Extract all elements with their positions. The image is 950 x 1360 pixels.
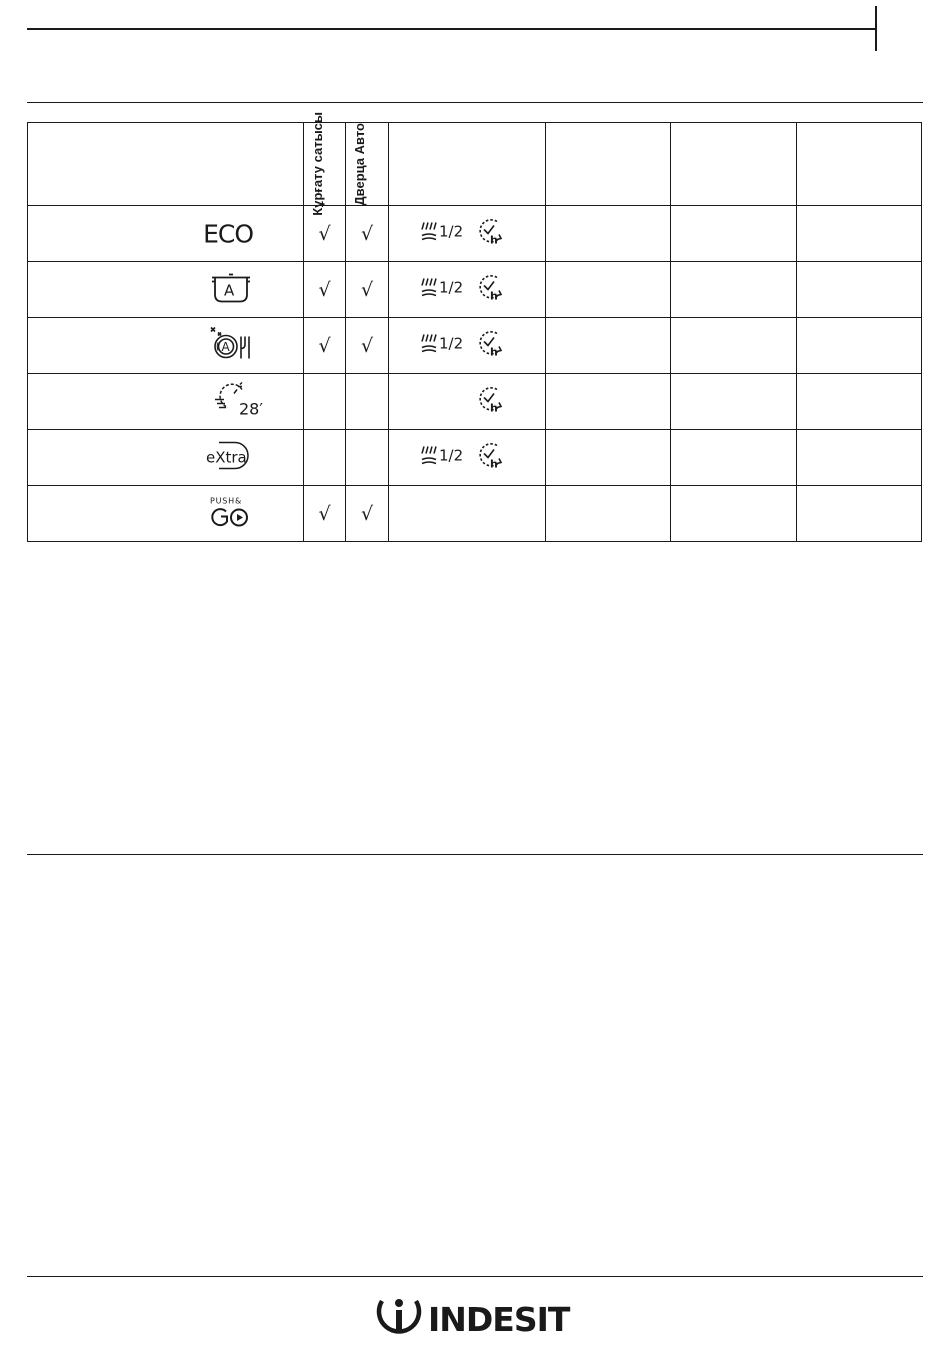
- half-load-icon: [420, 218, 465, 249]
- options-cell: [389, 486, 546, 542]
- auto-pot-icon: [209, 270, 253, 309]
- svg-text:1/2: 1/2: [439, 222, 464, 240]
- empty-cell: [671, 430, 797, 486]
- delay-timer-icon: [475, 440, 505, 475]
- options-cell: [389, 318, 546, 374]
- svg-text:h: h: [490, 345, 498, 358]
- footer-rule: [27, 1276, 923, 1277]
- svg-text:h: h: [490, 233, 498, 246]
- drying-check: √: [304, 206, 346, 262]
- delay-timer-icon: [475, 216, 505, 251]
- empty-cell: [546, 486, 671, 542]
- section-rule-top: [27, 102, 923, 103]
- svg-text:h: h: [490, 289, 498, 302]
- empty-cell: [546, 318, 671, 374]
- table-row: [28, 318, 922, 374]
- empty-cell: [797, 430, 922, 486]
- empty-cell: [797, 486, 922, 542]
- extra-icon: [205, 438, 253, 477]
- svg-text:h: h: [490, 401, 498, 414]
- svg-text:PUSH&: PUSH&: [210, 496, 243, 505]
- empty-cell: [546, 374, 671, 430]
- page-edge-marker: [875, 6, 877, 51]
- program-cell: [28, 206, 304, 262]
- options-cell: [389, 430, 546, 486]
- door-auto-check: √: [346, 262, 389, 318]
- options-cell: [389, 374, 546, 430]
- auto-sparkle-cutlery-icon: [207, 324, 253, 367]
- program-table: [27, 112, 922, 542]
- half-load-icon: [420, 274, 465, 305]
- empty-cell: [671, 206, 797, 262]
- table-header-row: [28, 123, 922, 206]
- program-cell: [28, 262, 304, 318]
- door-auto-check: [346, 374, 389, 430]
- door-auto-check: √: [346, 206, 389, 262]
- table-row: [28, 430, 922, 486]
- indesit-logo: [374, 1293, 584, 1348]
- svg-text:1/2: 1/2: [439, 446, 464, 464]
- empty-cell: [546, 206, 671, 262]
- program-cell: [28, 430, 304, 486]
- header-door-auto: Дверца Авто: [346, 123, 389, 206]
- empty-cell: [671, 262, 797, 318]
- empty-cell: [671, 486, 797, 542]
- fast-28-icon: [212, 381, 276, 422]
- svg-text:A: A: [221, 339, 230, 354]
- half-load-icon: [420, 330, 465, 361]
- empty-cell: [797, 262, 922, 318]
- header-col5: [546, 123, 671, 206]
- table-row: [28, 486, 922, 542]
- empty-cell: [546, 262, 671, 318]
- svg-text:1/2: 1/2: [439, 278, 464, 296]
- empty-cell: [671, 374, 797, 430]
- header-drying: Кұрғату сатысы: [304, 123, 346, 206]
- section-rule-middle: [27, 854, 923, 855]
- options-cell: [389, 206, 546, 262]
- drying-check: [304, 374, 346, 430]
- table-row: [28, 262, 922, 318]
- drying-check: √: [304, 318, 346, 374]
- header-col6: [671, 123, 797, 206]
- delay-timer-icon: [475, 384, 505, 419]
- door-auto-check: √: [346, 486, 389, 542]
- svg-text:A: A: [224, 281, 235, 299]
- drying-check: √: [304, 262, 346, 318]
- drying-check: √: [304, 486, 346, 542]
- header-col7: [797, 123, 922, 206]
- top-rule: [27, 28, 877, 30]
- indesit-logo-mark: [374, 1293, 584, 1343]
- door-auto-check: [346, 430, 389, 486]
- delay-timer-icon: [475, 328, 505, 363]
- header-options: [389, 123, 546, 206]
- table-row: [28, 374, 922, 430]
- svg-text:h: h: [490, 457, 498, 470]
- empty-cell: [546, 430, 671, 486]
- table-row: [28, 206, 922, 262]
- svg-text:INDESIT: INDESIT: [428, 1300, 570, 1339]
- header-program: [28, 123, 304, 206]
- half-load-icon: [420, 442, 465, 473]
- delay-timer-icon: [475, 272, 505, 307]
- empty-cell: [797, 206, 922, 262]
- options-cell: [389, 262, 546, 318]
- program-cell: [28, 486, 304, 542]
- program-cell: [28, 318, 304, 374]
- svg-text:eXtra: eXtra: [206, 448, 247, 466]
- svg-text:1/2: 1/2: [439, 334, 464, 352]
- door-auto-check: √: [346, 318, 389, 374]
- push-and-go-icon: [209, 494, 253, 533]
- eco-icon: ECO: [203, 219, 253, 248]
- empty-cell: [797, 318, 922, 374]
- program-cell: [28, 374, 304, 430]
- svg-text:28′: 28′: [239, 399, 263, 417]
- drying-check: [304, 430, 346, 486]
- empty-cell: [671, 318, 797, 374]
- empty-cell: [797, 374, 922, 430]
